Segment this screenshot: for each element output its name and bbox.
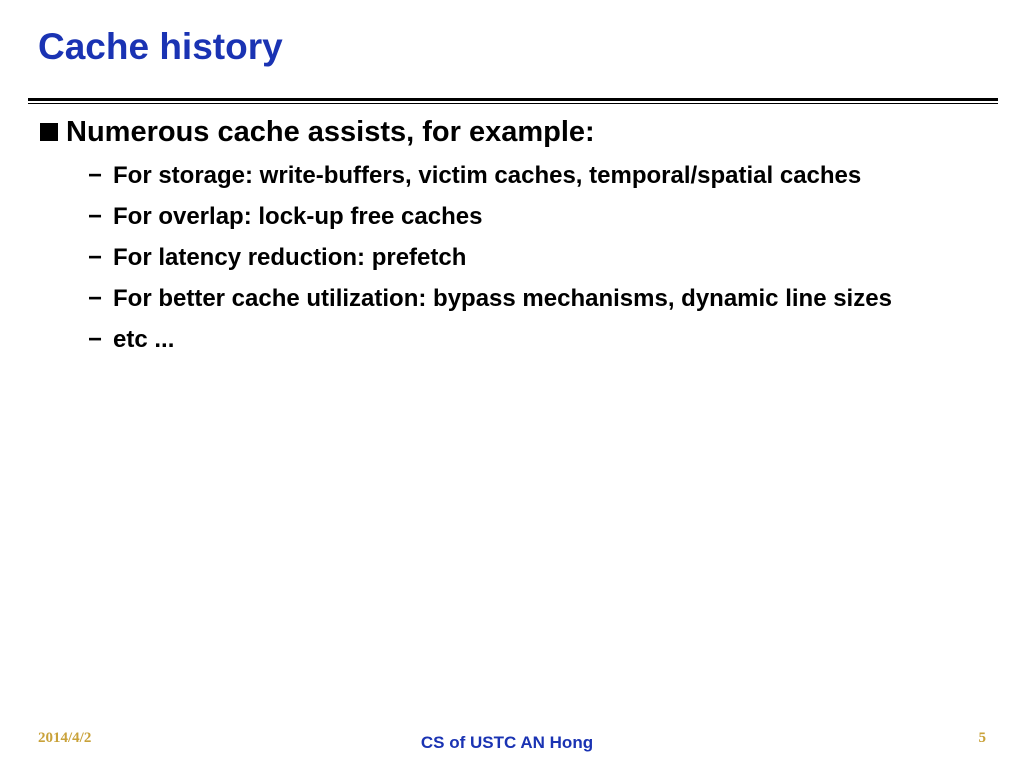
sub-bullet-list [88, 160, 990, 356]
main-bullet [40, 112, 990, 152]
page-number: 5 [978, 730, 986, 746]
dash-bullet-icon: − [88, 162, 103, 189]
slide-content [40, 112, 990, 365]
title-divider-thick [28, 98, 998, 101]
footer-date: 2014/4/2 [38, 730, 92, 746]
title-divider-thin [28, 103, 998, 104]
square-bullet-icon [40, 123, 58, 141]
main-bullet-text: Numerous cache assists, for example: [66, 116, 595, 148]
footer-author: CS of USTC AN Hong [420, 733, 594, 752]
list-item-text: For better cache utilization: bypass mechanisms, dynamic line sizes [113, 285, 892, 312]
list-item [88, 283, 990, 315]
list-item [88, 160, 990, 192]
dash-bullet-icon: − [88, 203, 103, 230]
list-item-text: For overlap: lock-up free caches [113, 203, 483, 230]
list-item-text: For latency reduction: prefetch [113, 244, 467, 271]
slide-title: Cache history [38, 26, 283, 67]
list-item [88, 201, 990, 233]
dash-bullet-icon: − [88, 326, 103, 353]
list-item-text: etc ... [113, 326, 175, 353]
dash-bullet-icon: − [88, 244, 103, 271]
dash-bullet-icon: − [88, 285, 103, 312]
list-item [88, 242, 990, 274]
list-item [88, 324, 990, 356]
list-item-text: For storage: write-buffers, victim caches, temporal/spatial caches [113, 162, 862, 189]
